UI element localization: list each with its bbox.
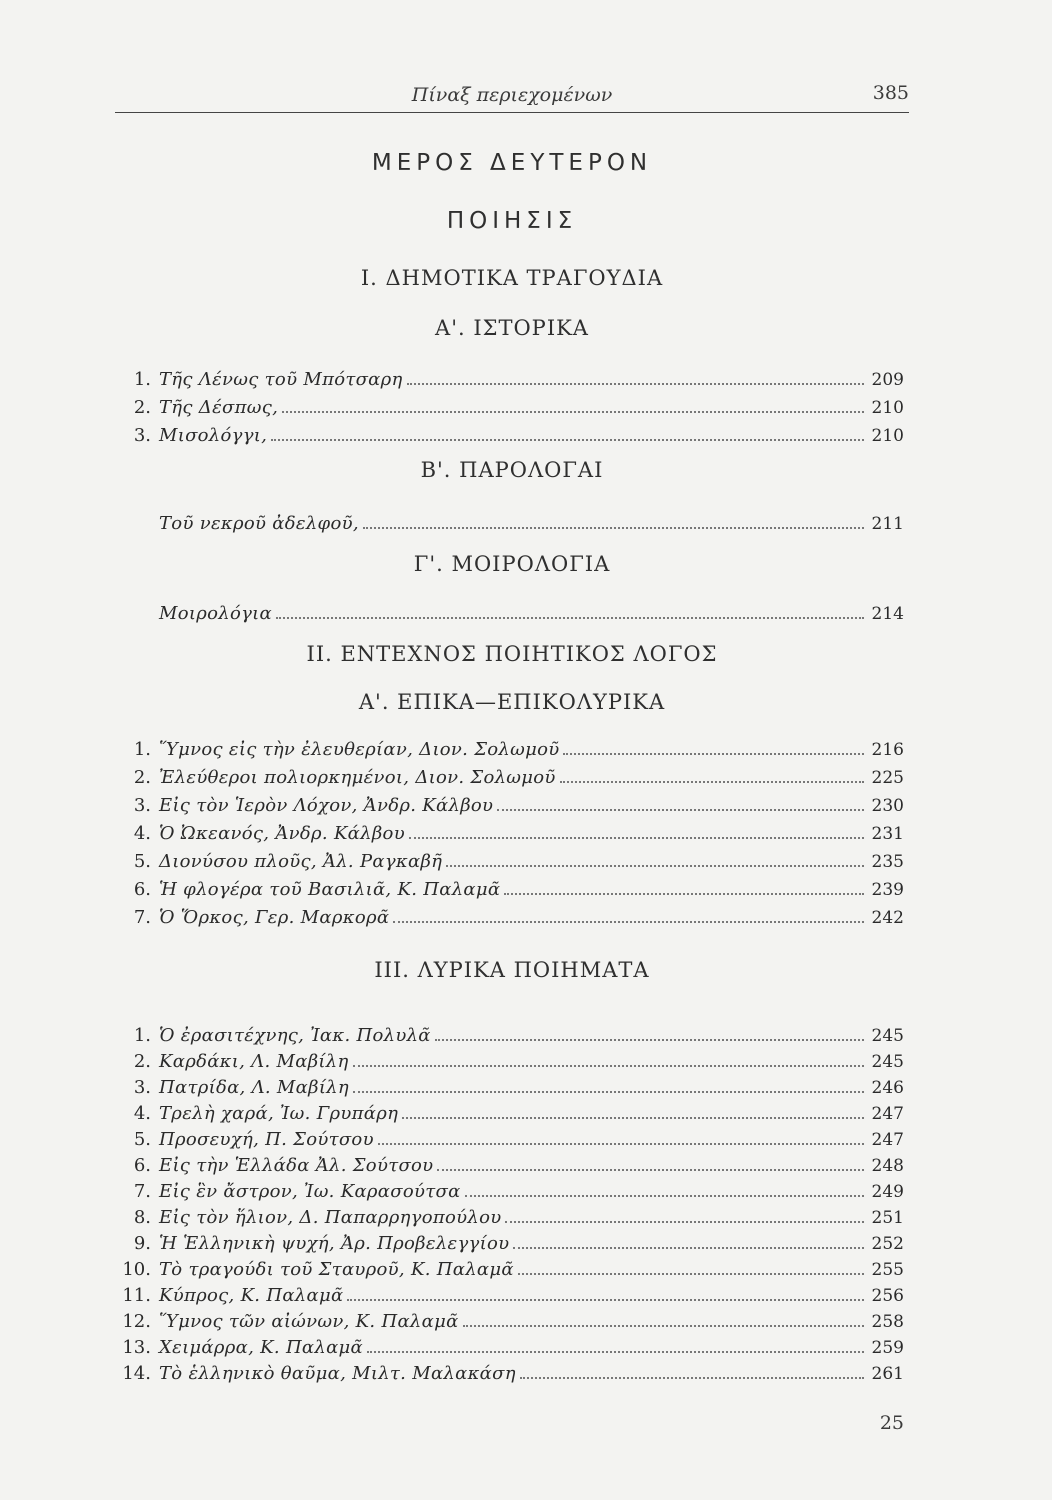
dot-leader xyxy=(367,1349,864,1353)
signature-number: 25 xyxy=(879,1412,904,1434)
entry-title: Τοῦ νεκροῦ ἀδελφοῦ, xyxy=(159,513,359,534)
subsection-title-historical: Α'. ΙΣΤΟΡΙΚΑ xyxy=(435,316,589,340)
entry-page: 252 xyxy=(871,1234,904,1254)
entry-page: 255 xyxy=(871,1260,904,1280)
entry-title: Ἡ φλογέρα τοῦ Βασιλιᾶ, Κ. Παλαμᾶ xyxy=(159,879,501,900)
toc-entry[interactable] xyxy=(115,1046,904,1072)
entry-title: Τὸ τραγούδι τοῦ Σταυροῦ, Κ. Παλαμᾶ xyxy=(159,1259,514,1280)
entry-number: 14. xyxy=(122,1363,151,1384)
dot-leader xyxy=(393,919,864,923)
subsection-title-laments: Γ'. ΜΟΙΡΟΛΟΓΙΑ xyxy=(413,552,611,576)
toc-entry[interactable] xyxy=(115,364,904,390)
dot-leader xyxy=(463,1323,864,1327)
entry-page: 210 xyxy=(871,398,904,418)
subsection-title-parologai: Β'. ΠΑΡΟΛΟΓΑΙ xyxy=(420,458,604,482)
toc-entry[interactable] xyxy=(115,1332,904,1358)
entry-title: Τῆς Δέσπως, xyxy=(159,397,279,418)
entry-title: Τρελὴ χαρά, Ἰω. Γρυπάρη xyxy=(159,1103,399,1124)
toc-entry[interactable] xyxy=(115,598,904,624)
entry-page: 242 xyxy=(871,908,904,928)
toc-entry[interactable] xyxy=(115,1202,904,1228)
subsection-title-epic: Α'. ΕΠΙΚΑ—ΕΠΙΚΟΛΥΡΙΚΑ xyxy=(358,690,666,714)
entry-page: 235 xyxy=(871,852,904,872)
page-number: 385 xyxy=(872,82,909,104)
entry-number: 13. xyxy=(122,1337,151,1358)
entry-number: 1. xyxy=(133,369,151,390)
entry-number: 2. xyxy=(133,767,151,788)
entry-page: 248 xyxy=(871,1156,904,1176)
section-title-folk-songs: I. ΔΗΜΟΤΙΚΑ ΤΡΑΓΟΥΔΙΑ xyxy=(360,266,664,290)
dot-leader xyxy=(465,1193,864,1197)
entry-title: Τῆς Λένως τοῦ Μπότσαρη xyxy=(159,369,403,390)
entry-number: 7. xyxy=(133,907,151,928)
dot-leader xyxy=(497,807,864,811)
subject-title: ΠΟΙΗΣΙΣ xyxy=(446,208,578,234)
entry-title: Πατρίδα, Λ. Μαβίλη xyxy=(159,1077,349,1098)
dot-leader xyxy=(513,1245,864,1249)
dot-leader xyxy=(435,1037,864,1041)
entry-number: 1. xyxy=(133,739,151,760)
entry-number: 1. xyxy=(133,1025,151,1046)
entry-title: Ὁ ἐρασιτέχνης, Ἰακ. Πολυλᾶ xyxy=(159,1025,431,1046)
entry-page: 256 xyxy=(871,1286,904,1306)
section-title-lyric-poems: III. ΛΥΡΙΚΑ ΠΟΙΗΜΑΤΑ xyxy=(374,958,650,982)
toc-entry[interactable] xyxy=(115,1176,904,1202)
entry-number: 6. xyxy=(133,1155,151,1176)
entry-page: 261 xyxy=(871,1364,904,1384)
dot-leader xyxy=(446,863,864,867)
entry-number: 3. xyxy=(133,1077,151,1098)
dot-leader xyxy=(407,381,864,385)
entry-number: 2. xyxy=(133,1051,151,1072)
entry-title: Ὕμνος εἰς τὴν ἐλευθερίαν, Διον. Σολωμοῦ xyxy=(159,739,560,760)
dot-leader xyxy=(520,1375,864,1379)
toc-entry[interactable] xyxy=(115,1228,904,1254)
entry-number: 8. xyxy=(133,1207,151,1228)
dot-leader xyxy=(402,1115,864,1119)
toc-entry[interactable] xyxy=(115,1124,904,1150)
entry-title: Μισολόγγι, xyxy=(159,425,268,446)
toc-entry[interactable] xyxy=(115,762,904,788)
toc-entry[interactable] xyxy=(115,508,904,534)
dot-leader xyxy=(353,1089,864,1093)
entry-page: 259 xyxy=(871,1338,904,1358)
toc-entry[interactable] xyxy=(115,420,904,446)
toc-entry[interactable] xyxy=(115,1306,904,1332)
entry-page: 247 xyxy=(871,1104,904,1124)
part-title: ΜΕΡΟΣ ΔΕΥΤΕΡΟΝ xyxy=(371,150,653,176)
dot-leader xyxy=(505,1219,864,1223)
entry-number: 6. xyxy=(133,879,151,900)
entry-number: 12. xyxy=(122,1311,151,1332)
entry-page: 251 xyxy=(871,1208,904,1228)
dot-leader xyxy=(282,409,864,413)
entry-number: 2. xyxy=(133,397,151,418)
entry-title: Τὸ ἑλληνικὸ θαῦμα, Μιλτ. Μαλακάση xyxy=(159,1363,516,1384)
dot-leader xyxy=(504,891,864,895)
entry-page: 210 xyxy=(871,426,904,446)
entry-page: 246 xyxy=(871,1078,904,1098)
toc-entry[interactable] xyxy=(115,902,904,928)
entry-number: 3. xyxy=(133,425,151,446)
entry-title: Προσευχή, Π. Σούτσου xyxy=(159,1129,374,1150)
entry-page: 258 xyxy=(871,1312,904,1332)
dot-leader xyxy=(560,779,864,783)
entry-page: 225 xyxy=(871,768,904,788)
entry-title: Εἰς τὸν Ἱερὸν Λόχον, Ἀνδρ. Κάλβου xyxy=(159,795,494,816)
section-title-art-poetry: II. ΕΝΤΕΧΝΟΣ ΠΟΙΗΤΙΚΟΣ ΛΟΓΟΣ xyxy=(306,642,718,666)
entry-title: Διονύσου πλοῦς, Ἀλ. Ραγκαβῆ xyxy=(159,851,443,872)
entry-title: Ὁ Ὠκεανός, Ἀνδρ. Κάλβου xyxy=(159,823,405,844)
entry-number: 11. xyxy=(122,1285,151,1306)
entry-number: 4. xyxy=(133,1103,151,1124)
running-head xyxy=(115,78,909,113)
toc-entry[interactable] xyxy=(115,392,904,418)
dot-leader xyxy=(276,615,864,619)
entry-number: 5. xyxy=(133,851,151,872)
dot-leader xyxy=(347,1297,864,1301)
entry-title: Μοιρολόγια xyxy=(159,603,272,624)
entry-page: 249 xyxy=(871,1182,904,1202)
dot-leader xyxy=(271,437,864,441)
toc-entry[interactable] xyxy=(115,874,904,900)
entry-page: 231 xyxy=(871,824,904,844)
entry-title: Χειμάρρα, Κ. Παλαμᾶ xyxy=(159,1337,364,1358)
entry-title: Ἡ Ἑλληνικὴ ψυχή, Ἀρ. Προβελεγγίου xyxy=(159,1233,510,1254)
entry-number: 10. xyxy=(122,1259,151,1280)
toc-entry[interactable] xyxy=(115,1072,904,1098)
entry-number: 3. xyxy=(133,795,151,816)
toc-entry[interactable] xyxy=(115,790,904,816)
entry-page: 239 xyxy=(871,880,904,900)
entry-number: 9. xyxy=(133,1233,151,1254)
toc-entry[interactable] xyxy=(115,1358,904,1384)
toc-entry[interactable] xyxy=(115,1280,904,1306)
entry-number: 5. xyxy=(133,1129,151,1150)
entry-title: Ἐλεύθεροι πολιορκημένοι, Διον. Σολωμοῦ xyxy=(159,767,556,788)
entry-title: Εἰς τὴν Ἑλλάδα Ἀλ. Σούτσου xyxy=(159,1155,434,1176)
dot-leader xyxy=(378,1141,864,1145)
entry-title: Ὁ Ὅρκος, Γερ. Μαρκορᾶ xyxy=(159,907,390,928)
dot-leader xyxy=(563,751,864,755)
entry-title: Εἰς τὸν ἥλιον, Δ. Παπαρρηγοπούλου xyxy=(159,1207,502,1228)
entry-number: 4. xyxy=(133,823,151,844)
dot-leader xyxy=(409,835,864,839)
entry-page: 245 xyxy=(871,1026,904,1046)
dot-leader xyxy=(437,1167,864,1171)
entry-page: 247 xyxy=(871,1130,904,1150)
running-head-title: Πίναξ περιεχομένων xyxy=(411,84,613,106)
entry-title: Κύπρος, Κ. Παλαμᾶ xyxy=(159,1285,344,1306)
dot-leader xyxy=(518,1271,864,1275)
toc-entry[interactable] xyxy=(115,1150,904,1176)
entry-page: 211 xyxy=(871,514,904,534)
entry-title: Καρδάκι, Λ. Μαβίλη xyxy=(159,1051,349,1072)
dot-leader xyxy=(363,525,864,529)
dot-leader xyxy=(353,1063,864,1067)
toc-entry[interactable] xyxy=(115,1254,904,1280)
toc-entry[interactable] xyxy=(115,818,904,844)
entry-page: 214 xyxy=(871,604,904,624)
toc-entry[interactable] xyxy=(115,1098,904,1124)
entry-page: 230 xyxy=(871,796,904,816)
entry-page: 209 xyxy=(871,370,904,390)
entry-page: 216 xyxy=(871,740,904,760)
entry-title: Ὕμνος τῶν αἰώνων, Κ. Παλαμᾶ xyxy=(159,1311,459,1332)
toc-entry[interactable] xyxy=(115,734,904,760)
toc-entry[interactable] xyxy=(115,846,904,872)
entry-page: 245 xyxy=(871,1052,904,1072)
entry-title: Εἰς ἓν ἄστρον, Ἰω. Καρασούτσα xyxy=(159,1181,461,1202)
toc-entry[interactable] xyxy=(115,1020,904,1046)
entry-number: 7. xyxy=(133,1181,151,1202)
